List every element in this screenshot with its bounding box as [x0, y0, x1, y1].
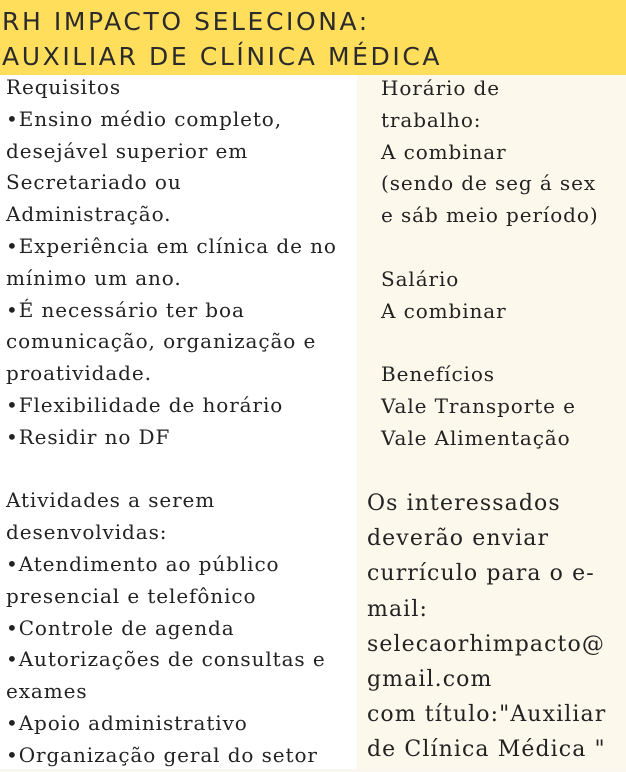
requirements-line: mínimo um ano.: [6, 265, 182, 290]
requirements-heading: Requisitos: [6, 75, 121, 99]
activities-line: •Atendimento ao público: [6, 551, 280, 576]
contact-line: mail:: [367, 596, 428, 622]
requirements-line: desejável superior em: [6, 138, 249, 163]
contact-line: de Clínica Médica ": [367, 737, 606, 763]
activities-line: •Autorizações de consultas e: [6, 647, 326, 672]
activities-line: •Organização geral do setor: [6, 742, 318, 767]
activities-line: desenvolvidas:: [6, 520, 168, 545]
activities-line: presencial e telefônico: [6, 583, 257, 608]
schedule-line: Horário de: [381, 76, 500, 100]
requirements-line: •É necessário ter boa: [6, 297, 245, 322]
contact-email-line: gmail.com: [367, 666, 493, 692]
section-gap: [381, 232, 621, 264]
requirements-line: comunicação, organização e: [6, 329, 317, 354]
benefits-line: Vale Transporte e: [381, 393, 576, 418]
requirements-line: Administração.: [6, 202, 172, 227]
contact-line: deverão enviar: [367, 526, 550, 552]
requirements-line: •Ensino médio completo,: [6, 106, 282, 131]
left-column-text: [6, 72, 358, 772]
schedule-line: e sáb meio período): [381, 203, 599, 228]
page-header: [0, 0, 626, 75]
contact-email-line: selecaorhimpacto@: [367, 631, 605, 657]
requirements-line: •Residir no DF: [6, 424, 171, 449]
requirements-line: •Flexibilidade de horário: [6, 392, 284, 417]
activities-line: •Controle de agenda: [6, 615, 235, 640]
activities-line: •Apoio administrativo: [6, 710, 248, 735]
activities-line: exames: [6, 679, 88, 704]
contact-line: currículo para o e-: [367, 561, 595, 587]
requirements-line: proatividade.: [6, 361, 152, 386]
contact-instructions: [367, 486, 626, 768]
activities-line: Atividades a serem: [6, 488, 216, 513]
requirements-line: Secretariado ou: [6, 170, 182, 195]
schedule-line: A combinar: [381, 139, 507, 164]
salary-line: A combinar: [381, 298, 507, 323]
section-gap: [381, 327, 621, 359]
header-title-line-1: RH IMPACTO SELECIONA:: [2, 7, 370, 36]
header-title-line-2: AUXILIAR DE CLÍNICA MÉDICA: [2, 42, 443, 71]
contact-line: com título:"Auxiliar: [367, 702, 607, 728]
benefits-line: Vale Alimentação: [381, 425, 571, 450]
contact-line: Os interessados: [367, 491, 561, 516]
schedule-line: (sendo de seg á sex: [381, 171, 597, 196]
salary-line: Salário: [381, 266, 460, 291]
requirements-line: •Experiência em clínica de no: [6, 233, 337, 258]
section-gap: [6, 454, 358, 486]
benefits-line: Benefícios: [381, 362, 495, 387]
schedule-line: trabalho:: [381, 107, 482, 132]
right-column-info: [381, 73, 621, 455]
